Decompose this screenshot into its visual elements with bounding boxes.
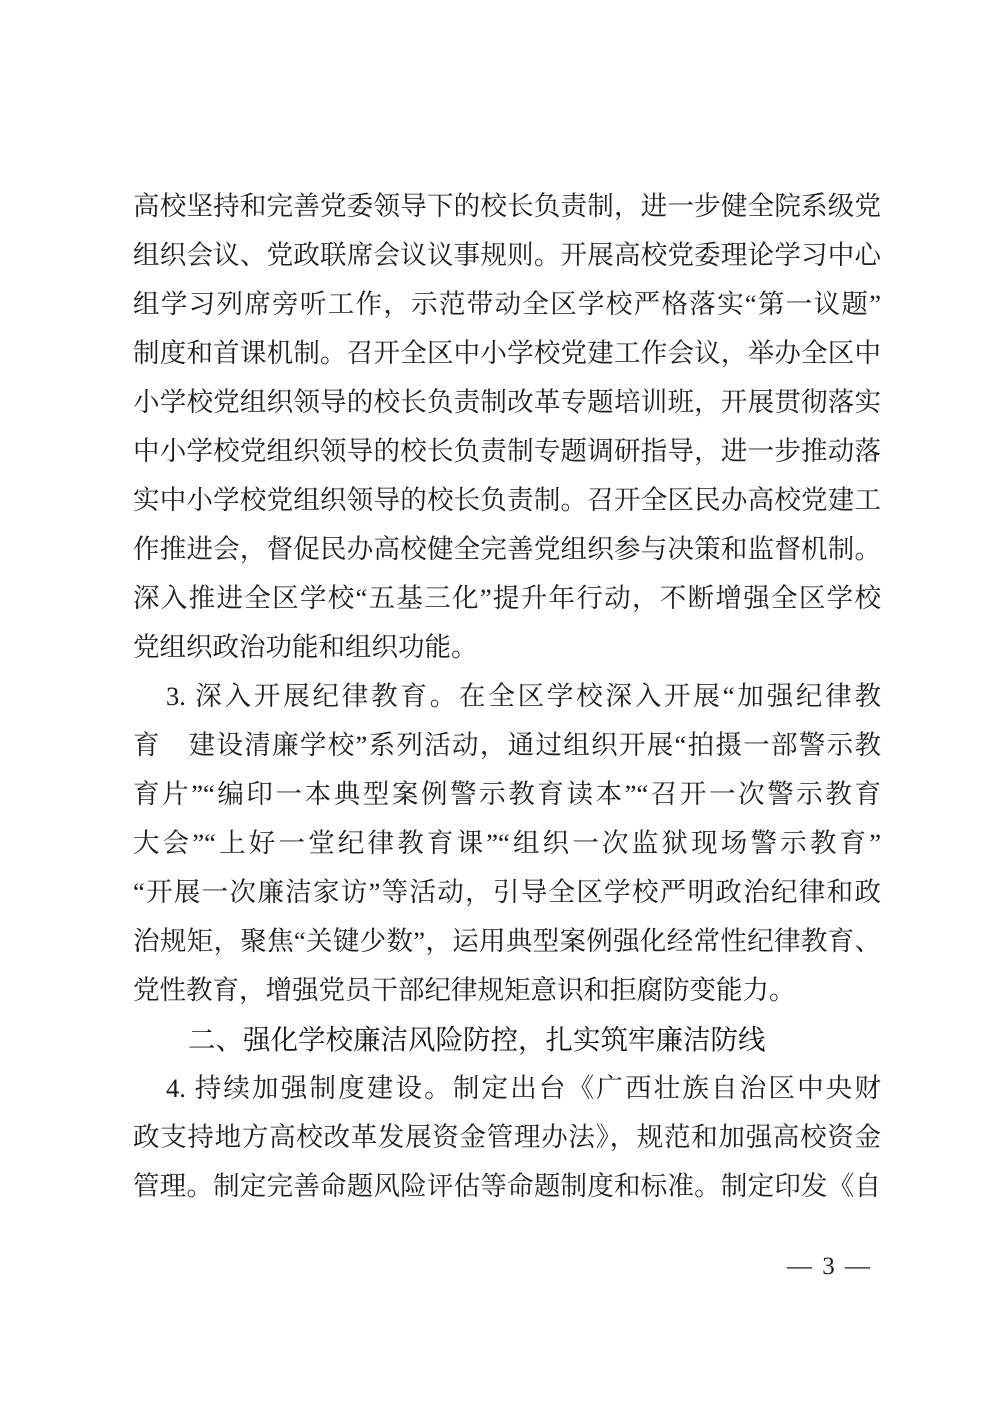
text-line — [133, 770, 881, 819]
text-segment: 在全区学校深入开展“加强纪律教 — [459, 681, 881, 711]
text-line — [133, 1113, 881, 1162]
text-segment: 小学校党组织领导的校长负责制改革专题培训班，开展贯彻落实 — [133, 387, 881, 417]
text-segment: 党组织政治功能和组织功能。 — [133, 632, 478, 662]
text-line — [133, 525, 881, 574]
text-segment: 治规矩，聚焦“关键少数”，运用典型案例强化经常性纪律教育、 — [133, 926, 881, 956]
text-line — [133, 280, 881, 329]
text-segment: “开展一次廉洁家访”等活动，引导全区学校严明政治纪律和政 — [133, 877, 881, 907]
text-line — [133, 1162, 881, 1211]
text-line — [133, 574, 881, 623]
text-segment: 管理。制定完善命题风险评估等命题制度和标准。制定印发《自 — [133, 1171, 881, 1201]
text-segment: 制定出台《广西壮族自治区中央财 — [452, 1073, 881, 1103]
text-segment: 实中小学校党组织领导的校长负责制。召开全区民办高校党建工 — [133, 485, 881, 515]
text-line — [133, 917, 881, 966]
text-segment: 育片”“编印一本典型案例警示教育读本”“召开一次警示教育 — [133, 779, 881, 809]
text-segment: 政支持地方高校改革发展资金管理办法》，规范和加强高校资金 — [133, 1122, 881, 1152]
document-body — [133, 182, 881, 1211]
text-line — [133, 623, 881, 672]
text-line — [133, 966, 881, 1015]
text-segment: 育 建设清廉学校”系列活动，通过组织开展“拍摄一部警示教 — [133, 730, 881, 760]
item-lead-text: 3. 深入开展纪律教育。 — [166, 681, 460, 711]
text-segment: 组织会议、党政联席会议议事规则。开展高校党委理论学习中心 — [133, 240, 881, 270]
text-segment: 组学习列席旁听工作，示范带动全区学校严格落实“第一议题” — [133, 289, 881, 319]
text-segment: 大会”“上好一堂纪律教育课”“组织一次监狱现场警示教育” — [133, 828, 881, 858]
text-line — [133, 1064, 881, 1113]
text-line — [133, 819, 881, 868]
text-line — [133, 329, 881, 378]
text-segment: 深入推进全区学校“五基三化”提升年行动，不断增强全区学校 — [133, 583, 881, 613]
text-line — [133, 182, 881, 231]
text-line — [133, 427, 881, 476]
text-line — [133, 476, 881, 525]
text-line — [133, 721, 881, 770]
page-number: — 3 — — [787, 1253, 872, 1280]
text-segment: 中小学校党组织领导的校长负责制专题调研指导，进一步推动落 — [133, 436, 881, 466]
text-segment: 二、强化学校廉洁风险防控，扎实筑牢廉洁防线 — [188, 1024, 766, 1055]
text-line — [133, 231, 881, 280]
text-segment: 作推进会，督促民办高校健全完善党组织参与决策和监督机制。 — [133, 534, 881, 564]
text-line — [133, 672, 881, 721]
text-segment: 党性教育，增强党员干部纪律规矩意识和拒腐防变能力。 — [133, 975, 796, 1005]
text-line — [133, 868, 881, 917]
text-line — [133, 378, 881, 427]
text-segment: 制度和首课机制。召开全区中小学校党建工作会议，举办全区中 — [133, 338, 881, 368]
text-segment: 高校坚持和完善党委领导下的校长负责制，进一步健全院系级党 — [133, 191, 881, 221]
item-lead-text: 4. 持续加强制度建设。 — [166, 1073, 453, 1103]
section-heading — [133, 1015, 881, 1064]
